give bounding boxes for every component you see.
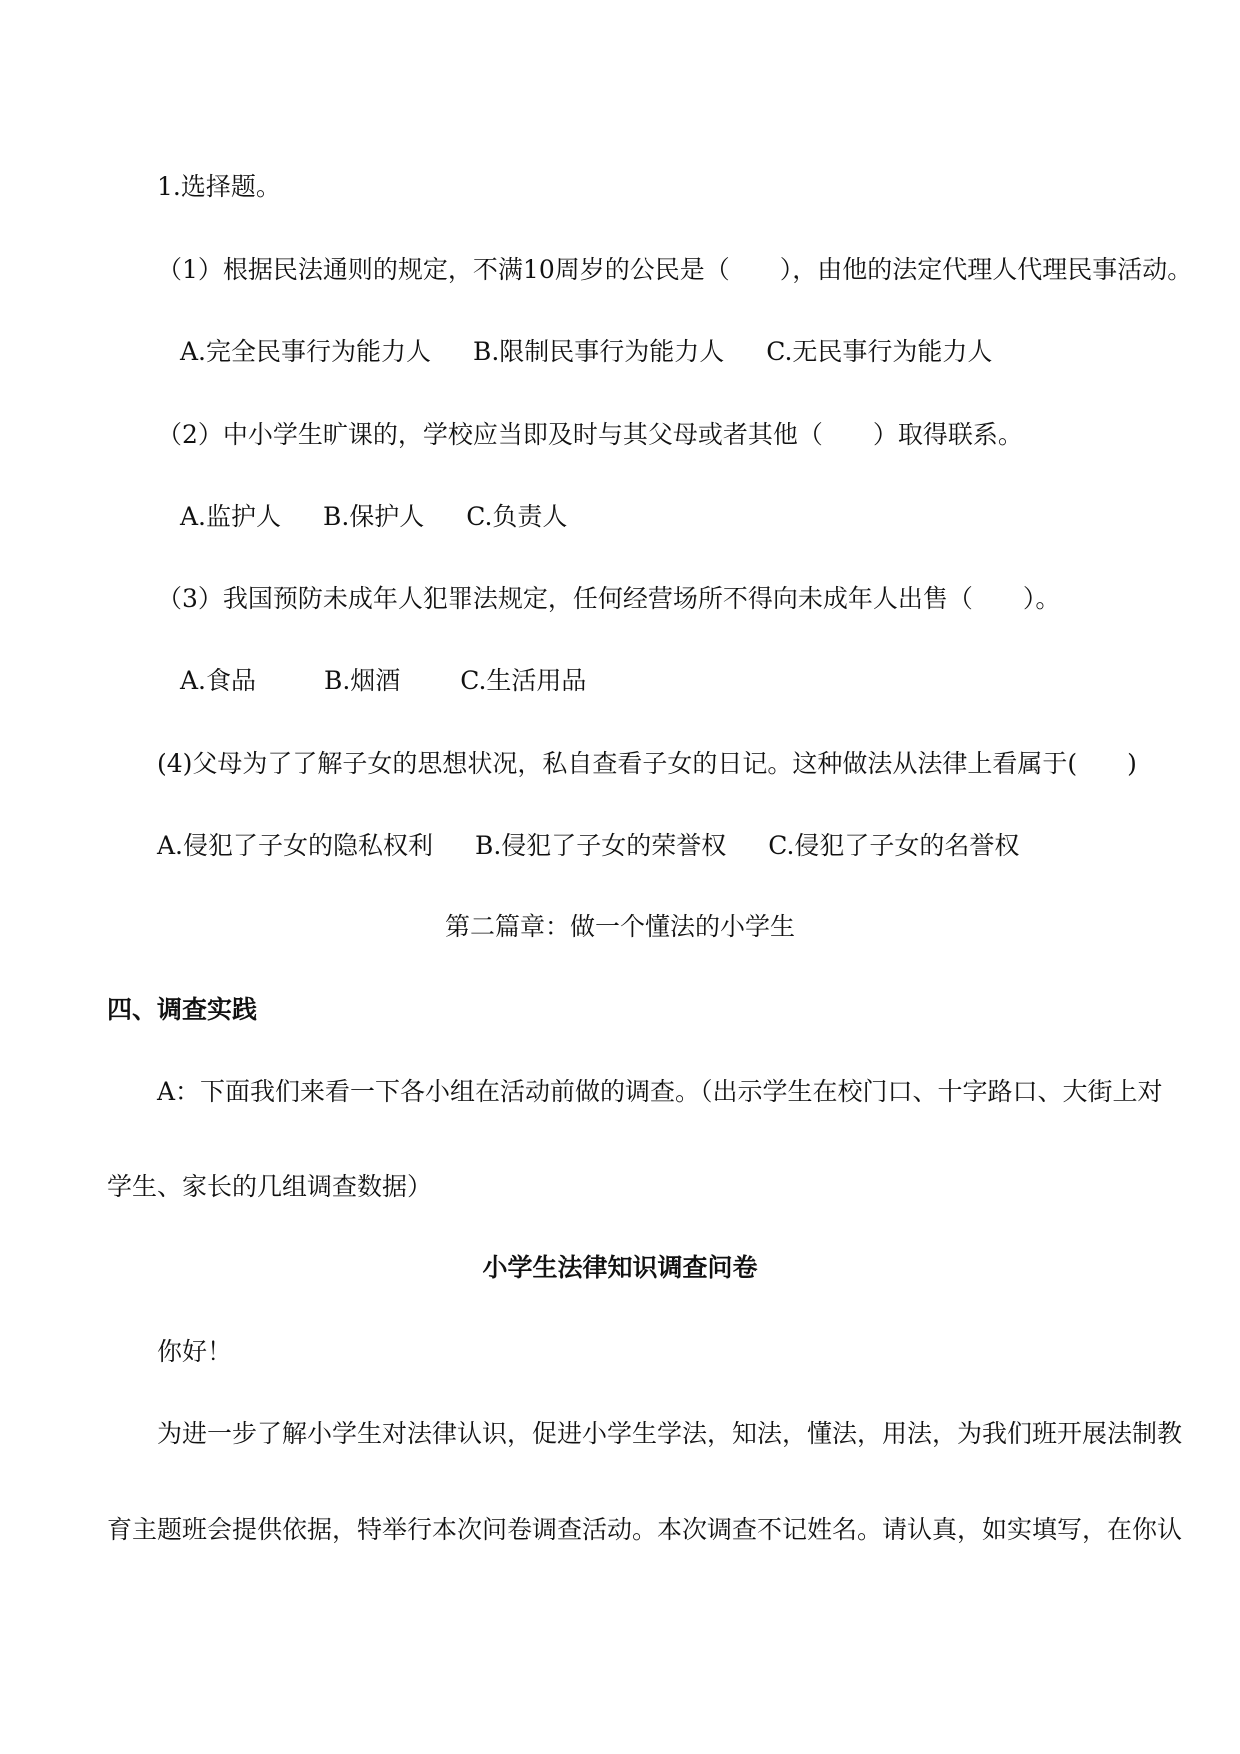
section-4-paragraph-line-2: 学生、家长的几组调查数据） — [107, 1172, 433, 1201]
question-1-options — [180, 336, 992, 368]
question-3-option-b: B.烟酒 — [323, 666, 401, 695]
survey-intro-line-2: 育主题班会提供依据，特举行本次问卷调查活动。本次调查不记姓名。请认真，如实填写，在你认 — [107, 1515, 1183, 1544]
question-2-stem: （2）中小学生旷课的，学校应当即及时与其父母或者其他（ ）取得联系。 — [157, 420, 1023, 449]
question-3-option-c: C.生活用品 — [460, 666, 587, 695]
question-2-options — [180, 501, 567, 533]
section-4-paragraph-line-1: A：下面我们来看一下各小组在活动前做的调查。（出示学生在校门口、十字路口、大街上对 — [157, 1077, 1163, 1106]
question-4-option-a: A.侵犯了子女的隐私权利 — [157, 831, 434, 860]
question-2-option-b: B.保护人 — [322, 502, 425, 531]
question-4-options — [157, 830, 1019, 862]
question-1-option-c: C.无民事行为能力人 — [766, 337, 993, 366]
survey-greeting: 你好！ — [157, 1337, 233, 1366]
survey-title: 小学生法律知识调查问卷 — [482, 1253, 758, 1282]
question-3-stem: （3）我国预防未成年人犯罪法规定，任何经营场所不得向未成年人出售（ ）。 — [157, 584, 1061, 613]
question-1-stem: （1）根据民法通则的规定，不满10周岁的公民是（ ），由他的法定代理人代理民事活动。 — [157, 255, 1193, 284]
question-2-option-c: C.负责人 — [466, 502, 568, 531]
question-4-stem: (4)父母为了了解子女的思想状况，私自查看子女的日记。这种做法从法律上看属于( ) — [157, 749, 1137, 778]
question-4-option-c: C.侵犯了子女的名誉权 — [768, 831, 1020, 860]
question-1-option-a: A.完全民事行为能力人 — [180, 337, 432, 366]
chapter-heading: 第二篇章：做一个懂法的小学生 — [444, 912, 795, 941]
section-4-heading: 四、调查实践 — [107, 995, 258, 1024]
question-2-option-a: A.监护人 — [180, 502, 282, 531]
question-3-options — [180, 665, 586, 697]
choice-section-title: 1.选择题。 — [157, 172, 281, 201]
question-3-option-a: A.食品 — [180, 666, 257, 695]
question-1-option-b: B.限制民事行为能力人 — [472, 337, 725, 366]
question-4-option-b: B.侵犯了子女的荣誉权 — [474, 831, 727, 860]
survey-intro-line-1: 为进一步了解小学生对法律认识，促进小学生学法，知法，懂法，用法，为我们班开展法制教 — [157, 1419, 1183, 1448]
